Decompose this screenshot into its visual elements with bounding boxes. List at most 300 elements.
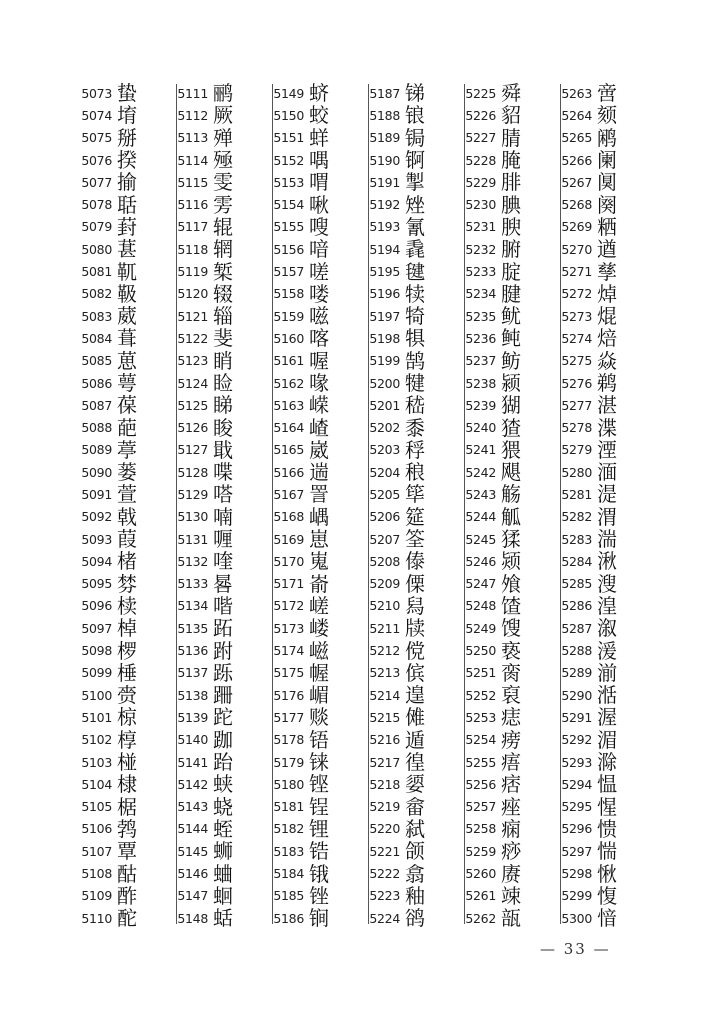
entry-character: 戢: [213, 437, 233, 462]
entry-number: 5088: [81, 420, 112, 436]
table-row: [168, 439, 264, 461]
entry-number: 5148: [177, 910, 208, 926]
table-row: [264, 327, 360, 349]
entry-number: 5186: [273, 910, 304, 926]
entry-character: 喈: [213, 593, 233, 618]
table-row: [72, 327, 168, 349]
entry-character: 辋: [213, 237, 233, 262]
entry-number: 5187: [369, 85, 400, 101]
entry-number: 5293: [561, 754, 592, 770]
table-row: [264, 550, 360, 572]
entry-number: 5227: [465, 130, 496, 146]
entry-number: 5156: [273, 241, 304, 257]
entry-number: 5286: [561, 598, 592, 614]
entry-number: 5238: [465, 375, 496, 391]
entry-number: 5119: [177, 264, 208, 280]
table-row: [168, 283, 264, 305]
table-column: [72, 82, 168, 929]
entry-number: 5251: [465, 665, 496, 681]
entry-character: 睇: [213, 393, 233, 418]
entry-number: 5297: [561, 843, 592, 859]
entry-number: 5268: [561, 197, 592, 213]
entry-number: 5172: [273, 598, 304, 614]
entry-number: 5292: [561, 732, 592, 748]
entry-character: 嗟: [309, 259, 329, 284]
entry-number: 5169: [273, 531, 304, 547]
column-divider: [368, 84, 369, 924]
entry-number: 5084: [81, 330, 112, 346]
entry-number: 5122: [177, 330, 208, 346]
table-row: [264, 461, 360, 483]
entry-number: 5184: [273, 866, 304, 882]
table-row: [456, 907, 552, 929]
entry-number: 5179: [273, 754, 304, 770]
entry-number: 5113: [177, 130, 208, 146]
entry-number: 5298: [561, 866, 592, 882]
table-row: [264, 416, 360, 438]
entry-number: 5181: [273, 799, 304, 815]
entry-number: 5085: [81, 353, 112, 369]
table-row: [456, 193, 552, 215]
entry-number: 5120: [177, 286, 208, 302]
table-row: [72, 238, 168, 260]
entry-number: 5224: [369, 910, 400, 926]
entry-character: 傧: [405, 660, 425, 685]
entry-character: 渭: [597, 504, 617, 529]
table-row: [456, 550, 552, 572]
entry-number: 5245: [465, 531, 496, 547]
entry-character: 嵯: [309, 593, 329, 618]
table-row: [168, 394, 264, 416]
table-row: [264, 907, 360, 929]
table-row: [264, 149, 360, 171]
table-row: [552, 372, 648, 394]
table-row: [168, 216, 264, 238]
table-row: [456, 82, 552, 104]
entry-number: 5278: [561, 420, 592, 436]
table-row: [456, 171, 552, 193]
entry-character: 湲: [597, 638, 617, 663]
entry-character: 赓: [501, 861, 521, 886]
entry-character: 愠: [597, 772, 617, 797]
entry-number: 5198: [369, 330, 400, 346]
entry-number: 5193: [369, 219, 400, 235]
entry-character: 喱: [213, 527, 233, 552]
entry-number: 5168: [273, 509, 304, 525]
entry-number: 5170: [273, 553, 304, 569]
entry-character: 湉: [597, 683, 617, 708]
entry-character: 幄: [309, 660, 329, 685]
table-row: [360, 127, 456, 149]
entry-number: 5275: [561, 353, 592, 369]
table-row: [552, 394, 648, 416]
entry-character: 靸: [117, 281, 137, 306]
entry-character: 遄: [309, 460, 329, 485]
table-row: [168, 550, 264, 572]
table-row: [264, 439, 360, 461]
table-row: [168, 372, 264, 394]
entry-character: 翕: [405, 861, 425, 886]
table-row: [168, 461, 264, 483]
table-row: [264, 773, 360, 795]
entry-number: 5080: [81, 241, 112, 257]
table-row: [168, 639, 264, 661]
entry-character: 湮: [597, 437, 617, 462]
entry-number: 5260: [465, 866, 496, 882]
table-row: [552, 149, 648, 171]
entry-character: 詈: [309, 482, 329, 507]
entry-number: 5157: [273, 264, 304, 280]
entry-number: 5094: [81, 553, 112, 569]
column-divider: [560, 84, 561, 924]
table-row: [168, 327, 264, 349]
table-row: [264, 751, 360, 773]
table-row: [456, 573, 552, 595]
entry-number: 5274: [561, 330, 592, 346]
table-row: [360, 483, 456, 505]
entry-character: 棣: [117, 772, 137, 797]
table-row: [360, 595, 456, 617]
table-row: [552, 439, 648, 461]
entry-number: 5098: [81, 643, 112, 659]
entry-character: 渫: [597, 415, 617, 440]
entry-character: 腌: [501, 148, 521, 173]
entry-character: 犊: [405, 281, 425, 306]
entry-number: 5152: [273, 152, 304, 168]
table-row: [360, 840, 456, 862]
entry-character: 颍: [501, 371, 521, 395]
entry-number: 5106: [81, 821, 112, 837]
entry-character: 溲: [597, 571, 617, 596]
table-row: [264, 82, 360, 104]
entry-number: 5262: [465, 910, 496, 926]
table-row: [360, 862, 456, 884]
entry-number: 5137: [177, 665, 208, 681]
entry-character: 湫: [597, 549, 617, 574]
entry-character: 嵖: [309, 415, 329, 440]
table-row: [456, 283, 552, 305]
entry-number: 5259: [465, 843, 496, 859]
table-row: [552, 573, 648, 595]
entry-character: 鹄: [405, 348, 425, 373]
entry-number: 5121: [177, 308, 208, 324]
entry-character: 椪: [117, 750, 137, 775]
entry-character: 嵇: [405, 393, 425, 418]
entry-character: 貂: [501, 103, 521, 128]
entry-number: 5210: [369, 598, 400, 614]
entry-number: 5289: [561, 665, 592, 681]
entry-character: 酡: [117, 906, 137, 931]
entry-character: 锂: [309, 816, 329, 841]
entry-number: 5261: [465, 888, 496, 904]
entry-number: 5138: [177, 687, 208, 703]
entry-number: 5283: [561, 531, 592, 547]
entry-character: 阒: [597, 170, 617, 195]
entry-number: 5178: [273, 732, 304, 748]
entry-number: 5239: [465, 397, 496, 413]
entry-number: 5207: [369, 531, 400, 547]
entry-number: 5100: [81, 687, 112, 703]
table-row: [456, 104, 552, 126]
entry-character: 犋: [405, 326, 425, 351]
table-row: [264, 506, 360, 528]
entry-number: 5174: [273, 643, 304, 659]
entry-character: 颎: [501, 549, 521, 574]
entry-character: 馊: [501, 616, 521, 641]
table-row: [72, 706, 168, 728]
entry-number: 5235: [465, 308, 496, 324]
table-row: [168, 305, 264, 327]
entry-number: 5263: [561, 85, 592, 101]
entry-character: 焙: [597, 326, 617, 351]
entry-character: 跏: [213, 727, 233, 752]
table-row: [360, 216, 456, 238]
entry-character: 嵎: [309, 504, 329, 529]
entry-number: 5135: [177, 620, 208, 636]
entry-character: 湎: [597, 460, 617, 485]
entry-character: 孳: [597, 259, 617, 284]
entry-character: 畲: [405, 794, 425, 819]
entry-number: 5143: [177, 799, 208, 815]
entry-number: 5126: [177, 420, 208, 436]
entry-number: 5142: [177, 776, 208, 792]
entry-character: 腚: [501, 259, 521, 284]
entry-character: 葑: [117, 214, 137, 239]
entry-number: 5205: [369, 486, 400, 502]
entry-character: 湔: [597, 660, 617, 685]
entry-number: 5252: [465, 687, 496, 703]
entry-character: 锆: [309, 839, 329, 864]
entry-character: 锃: [309, 794, 329, 819]
entry-character: 跖: [213, 616, 233, 641]
entry-character: 裒: [501, 683, 521, 708]
table-row: [360, 461, 456, 483]
table-row: [552, 595, 648, 617]
table-row: [264, 216, 360, 238]
table-row: [72, 193, 168, 215]
entry-number: 5095: [81, 576, 112, 592]
entry-number: 5175: [273, 665, 304, 681]
entry-number: 5117: [177, 219, 208, 235]
entry-character: 焯: [597, 281, 617, 306]
entry-character: 辎: [213, 304, 233, 329]
table-row: [552, 283, 648, 305]
entry-character: 湄: [597, 727, 617, 752]
table-row: [360, 729, 456, 751]
entry-character: 葸: [117, 348, 137, 373]
table-row: [456, 729, 552, 751]
entry-character: 蛴: [309, 81, 329, 106]
table-row: [168, 796, 264, 818]
entry-character: 萱: [117, 482, 137, 507]
entry-number: 5266: [561, 152, 592, 168]
entry-character: 喃: [213, 504, 233, 529]
entry-character: 痨: [501, 727, 521, 752]
entry-character: 弑: [405, 816, 425, 841]
entry-number: 5202: [369, 420, 400, 436]
table-row: [264, 706, 360, 728]
entry-number: 5075: [81, 130, 112, 146]
entry-character: 喀: [309, 326, 329, 351]
table-row: [72, 283, 168, 305]
entry-character: 喔: [309, 348, 329, 373]
entry-number: 5144: [177, 821, 208, 837]
entry-character: 喟: [309, 170, 329, 195]
table-row: [552, 238, 648, 260]
table-row: [456, 260, 552, 282]
entry-character: 遑: [405, 683, 425, 708]
table-row: [360, 439, 456, 461]
table-row: [552, 639, 648, 661]
entry-number: 5256: [465, 776, 496, 792]
entry-character: 鲂: [501, 348, 521, 373]
table-row: [264, 528, 360, 550]
entry-character: 愎: [597, 883, 617, 908]
table-row: [360, 818, 456, 840]
table-row: [360, 907, 456, 929]
entry-character: 痫: [501, 816, 521, 841]
table-row: [264, 394, 360, 416]
entry-number: 5217: [369, 754, 400, 770]
table-row: [552, 104, 648, 126]
entry-number: 5281: [561, 486, 592, 502]
table-row: [264, 840, 360, 862]
entry-character: 毽: [405, 259, 425, 284]
entry-character: 筌: [405, 527, 425, 552]
entry-number: 5167: [273, 486, 304, 502]
entry-character: 猥: [501, 437, 521, 462]
entry-number: 5164: [273, 420, 304, 436]
table-row: [456, 818, 552, 840]
entry-character: 睄: [213, 348, 233, 373]
table-column: [264, 82, 360, 929]
table-row: [168, 907, 264, 929]
table-row: [552, 350, 648, 372]
entry-number: 5125: [177, 397, 208, 413]
table-row: [552, 840, 648, 862]
entry-character: 覃: [117, 839, 137, 864]
table-row: [264, 639, 360, 661]
table-row: [552, 483, 648, 505]
entry-character: 葭: [117, 527, 137, 552]
table-row: [168, 171, 264, 193]
table-row: [456, 461, 552, 483]
entry-number: 5257: [465, 799, 496, 815]
table-row: [456, 350, 552, 372]
table-row: [72, 729, 168, 751]
entry-character: 亵: [501, 638, 521, 663]
entry-character: 鱿: [501, 304, 521, 329]
entry-character: 棹: [117, 616, 137, 641]
table-row: [72, 506, 168, 528]
entry-number: 5147: [177, 888, 208, 904]
table-row: [456, 662, 552, 684]
table-row: [360, 372, 456, 394]
entry-character: 氰: [405, 214, 425, 239]
entry-character: 嵝: [309, 616, 329, 641]
entry-number: 5163: [273, 397, 304, 413]
entry-character: 靰: [117, 259, 137, 284]
entry-number: 5166: [273, 464, 304, 480]
entry-character: 遒: [597, 237, 617, 262]
entry-character: 鹁: [117, 816, 137, 841]
table-row: [456, 394, 552, 416]
entry-character: 傣: [405, 549, 425, 574]
entry-character: 嵘: [309, 393, 329, 418]
entry-character: 飧: [501, 571, 521, 596]
entry-character: 脔: [501, 660, 521, 685]
table-row: [72, 617, 168, 639]
entry-character: 啻: [597, 81, 617, 106]
entry-character: 粞: [597, 214, 617, 239]
entry-character: 锔: [405, 125, 425, 150]
entry-character: 稂: [405, 460, 425, 485]
entry-character: 雱: [213, 192, 233, 217]
entry-number: 5203: [369, 442, 400, 458]
table-row: [72, 82, 168, 104]
table-row: [552, 862, 648, 884]
entry-number: 5102: [81, 732, 112, 748]
entry-number: 5104: [81, 776, 112, 792]
entry-character: 痣: [501, 705, 521, 730]
table-row: [552, 706, 648, 728]
table-row: [360, 104, 456, 126]
entry-number: 5112: [177, 107, 208, 123]
table-row: [360, 639, 456, 661]
entry-character: 喑: [309, 237, 329, 262]
entry-number: 5150: [273, 107, 304, 123]
table-row: [456, 416, 552, 438]
table-row: [360, 238, 456, 260]
entry-number: 5083: [81, 308, 112, 324]
entry-character: 痧: [501, 839, 521, 864]
entry-character: 喽: [309, 281, 329, 306]
entry-character: 殚: [213, 125, 233, 150]
entry-number: 5270: [561, 241, 592, 257]
table-row: [264, 885, 360, 907]
entry-character: 棰: [117, 660, 137, 685]
entry-character: 酢: [117, 883, 137, 908]
table-row: [168, 260, 264, 282]
entry-number: 5086: [81, 375, 112, 391]
entry-number: 5195: [369, 264, 400, 280]
entry-number: 5180: [273, 776, 304, 792]
entry-character: 锕: [405, 148, 425, 173]
entry-character: 傈: [405, 571, 425, 596]
entry-number: 5176: [273, 687, 304, 703]
entry-number: 5272: [561, 286, 592, 302]
entry-number: 5253: [465, 709, 496, 725]
entry-character: 腆: [501, 192, 521, 217]
entry-character: 痞: [501, 772, 521, 797]
entry-character: 牍: [405, 616, 425, 641]
entry-character: 掰: [117, 125, 137, 150]
table-row: [360, 684, 456, 706]
table-row: [552, 305, 648, 327]
table-column: [360, 82, 456, 929]
entry-character: 湜: [597, 482, 617, 507]
table-row: [264, 595, 360, 617]
table-row: [168, 662, 264, 684]
entry-number: 5300: [561, 910, 592, 926]
entry-number: 5284: [561, 553, 592, 569]
entry-number: 5077: [81, 174, 112, 190]
entry-character: 葩: [117, 415, 137, 440]
entry-number: 5279: [561, 442, 592, 458]
entry-number: 5265: [561, 130, 592, 146]
table-row: [168, 350, 264, 372]
entry-character: 锇: [309, 861, 329, 886]
